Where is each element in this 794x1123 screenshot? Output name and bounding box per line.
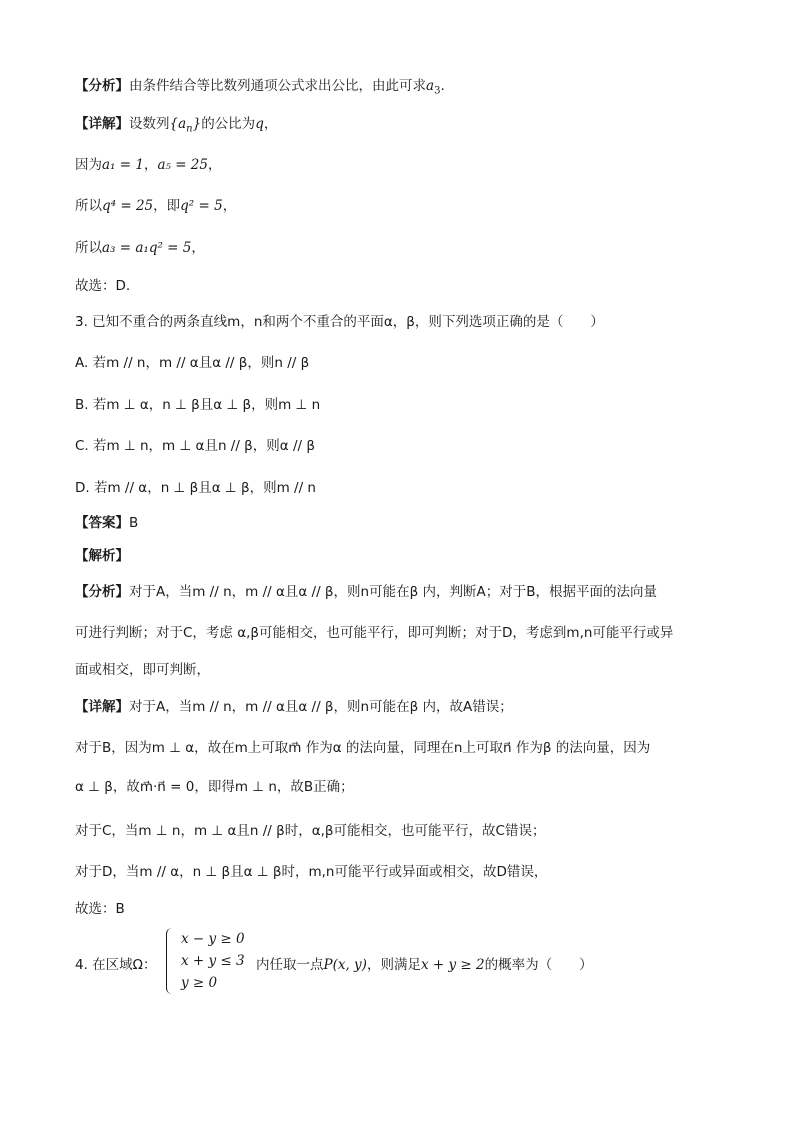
q4-text — [256, 955, 593, 975]
q4-constraint-system — [162, 928, 245, 994]
q3-option-a: A. 若m // n，m // α且α // β，则n // β — [75, 355, 310, 371]
q3-detail-line-2: 对于B，因为m ⊥ α，故在m上可取m⃗ 作为α 的法向量，同理在n上可取n⃗ 作为β 的法向量，因为 — [75, 740, 651, 756]
q2-line-3 — [75, 238, 205, 258]
equation: q⁴ = 25 — [102, 198, 154, 214]
analysis-text: 由条件结合等比数列通项公式求出公比，由此可求 — [129, 78, 426, 94]
q3-option-b: B. 若m ⊥ α，n ⊥ β且α ⊥ β，则m ⊥ n — [75, 397, 321, 413]
period: . — [440, 78, 445, 94]
constraint-1: x − y ≥ 0 — [181, 931, 245, 947]
analysis-text: 对于A，当m // n，m // α且α // β，则n可能在β 内，判断A；对于B，根据平面的法向量 — [129, 584, 658, 600]
constraint-2: x + y ≤ 3 — [181, 953, 245, 969]
q3-option-c: C. 若m ⊥ n，m ⊥ α且n // β，则α // β — [75, 438, 315, 454]
q2-line-1 — [75, 155, 222, 175]
seq-end: } — [192, 116, 202, 132]
q3-stem: 3. 已知不重合的两条直线m，n和两个不重合的平面α，β，则下列选项正确的是（ ） — [75, 314, 604, 330]
condition-math: x + y ≥ 2 — [420, 957, 485, 973]
text: ， — [191, 240, 205, 256]
q2-choice: 故选：D. — [75, 278, 131, 294]
text: 的概率为（ ） — [484, 957, 593, 973]
detail-tag: 【详解】 — [75, 699, 129, 715]
analysis-tag: 【分析】 — [75, 584, 129, 600]
q3-answer — [75, 513, 138, 533]
q3-choice: 故选：B — [75, 901, 125, 917]
q3-analysis-line-3: 面或相交，即可判断， — [75, 662, 210, 678]
equation: a₅ = 25 — [157, 157, 208, 173]
text: 所以 — [75, 198, 102, 214]
math-sub: 3 — [434, 85, 441, 97]
constraint-lines — [181, 928, 245, 994]
brace — [166, 928, 175, 994]
detail-text: 对于A，当m // n，m // α且α // β，则n可能在β 内，故A错误； — [129, 699, 513, 715]
equation: a₃ = a₁q² = 5 — [102, 240, 192, 256]
q3-detail-line-1 — [75, 697, 513, 717]
q2-line-2 — [75, 196, 236, 216]
seq-sub: n — [186, 123, 193, 135]
answer-tag: 【答案】 — [75, 515, 129, 531]
detail-tag: 【详解】 — [75, 116, 129, 132]
q3-jiexi-tag: 【解析】 — [75, 548, 129, 564]
q-math: q — [255, 116, 264, 132]
q3-detail-line-3: α ⊥ β，故m⃗·n⃗ = 0，即得m ⊥ n，故B正确； — [75, 779, 354, 795]
point-math: P(x, y) — [323, 957, 367, 973]
text: ，则满足 — [366, 957, 421, 973]
q3-analysis-line-1 — [75, 582, 657, 602]
detail-text-2: 的公比为 — [201, 116, 256, 132]
q3-detail-line-5: 对于D，当m // α，n ⊥ β且α ⊥ β时，m,n可能平行或异面或相交，故D错误， — [75, 864, 548, 880]
math-a: a — [426, 78, 435, 94]
q3-analysis-line-2: 可进行判断；对于C，考虑 α,β可能相交，也可能平行，即可判断；对于D，考虑到m,n可能平行或异 — [75, 625, 674, 641]
text: 因为 — [75, 157, 102, 173]
q4-number: 4. 在区域Ω： — [75, 957, 157, 973]
q2-analysis — [75, 76, 445, 102]
text: ， — [222, 198, 237, 214]
text: 所以 — [75, 240, 102, 256]
seq-math: {a — [169, 116, 187, 132]
text: ， — [143, 157, 158, 173]
answer-value: B — [129, 515, 139, 531]
analysis-tag: 【分析】 — [75, 78, 129, 94]
comma: ， — [263, 116, 278, 132]
q3-option-d: D. 若m // α，n ⊥ β且α ⊥ β，则m // n — [75, 480, 316, 496]
q3-detail-line-4: 对于C，当m ⊥ n，m ⊥ α且n // β时，α,β可能相交，也可能平行，故C错误； — [75, 823, 546, 839]
equation: q² = 5 — [180, 198, 223, 214]
text: ， — [208, 157, 222, 173]
detail-text: 设数列 — [129, 116, 170, 132]
constraint-3: y ≥ 0 — [181, 975, 218, 991]
text: 内任取一点 — [256, 957, 324, 973]
equation: a₁ = 1 — [102, 157, 144, 173]
text: ，即 — [153, 198, 181, 214]
q2-detail — [75, 114, 277, 140]
